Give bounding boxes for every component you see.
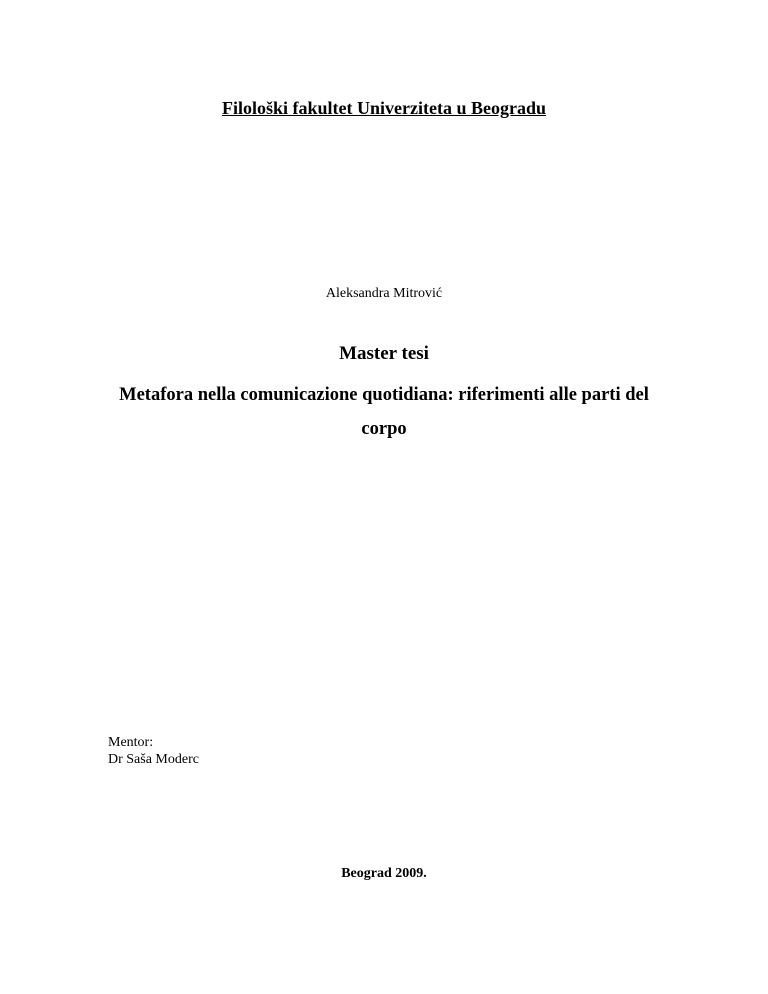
mentor-name: Dr Saša Moderc [108, 752, 199, 767]
author-name: Aleksandra Mitrović [325, 286, 443, 301]
mentor-label: Mentor: [108, 735, 154, 750]
faculty-heading: Filološki fakultet Univerziteta u Beogradu [222, 98, 546, 118]
mentor-block [108, 734, 199, 768]
thesis-type: Master tesi [339, 343, 429, 364]
place-date: Beograd 2009. [341, 866, 427, 881]
thesis-title: Metafora nella comunicazione quotidiana: riferimenti alle parti del corpo [119, 385, 649, 439]
